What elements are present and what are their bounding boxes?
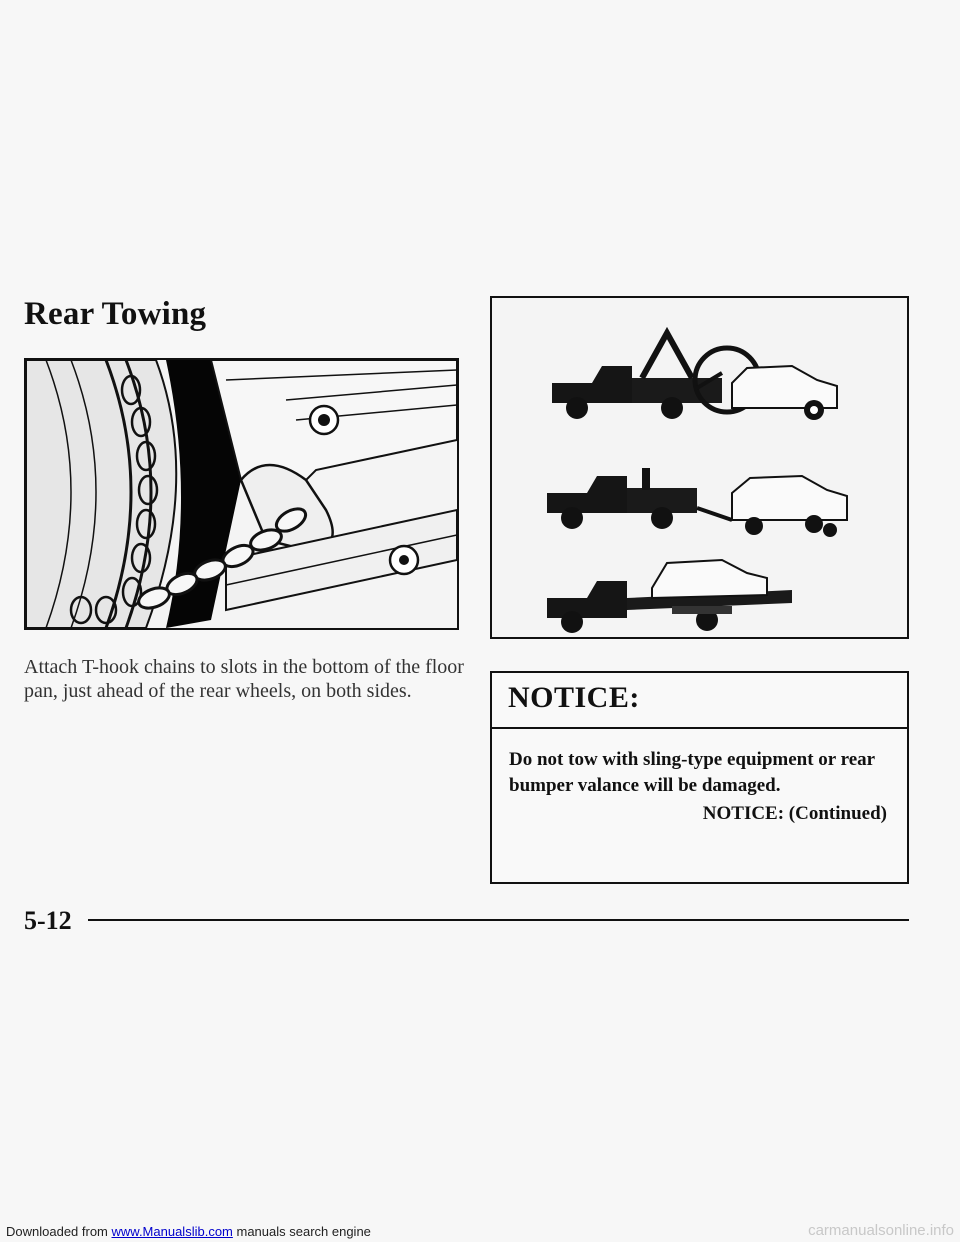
manualslib-link[interactable]: www.Manualslib.com — [111, 1224, 233, 1239]
footer-prefix: Downloaded from — [6, 1224, 112, 1239]
watermark: carmanualsonline.info — [808, 1222, 954, 1239]
download-footer — [6, 1224, 371, 1239]
notice-text: Do not tow with sling-type equipment or rear bumper valance will be damaged. — [509, 749, 875, 796]
tow-trucks-illustration — [490, 296, 909, 639]
notice-heading: NOTICE: — [492, 673, 907, 729]
page-number: 5-12 — [24, 906, 72, 935]
tow-chain-icon — [26, 360, 457, 628]
footer-suffix: manuals search engine — [232, 1224, 371, 1239]
notice-continued: NOTICE: (Continued) — [702, 803, 887, 824]
tow-truck-icon — [492, 298, 907, 637]
section-title: Rear Towing — [24, 296, 207, 332]
chain-illustration — [24, 358, 459, 630]
notice-box — [490, 671, 909, 884]
instruction-text: Attach T-hook chains to slots in the bottom of the floor pan, just ahead of the rear wheels, on both sides. — [24, 656, 464, 702]
page-rule — [88, 919, 909, 921]
